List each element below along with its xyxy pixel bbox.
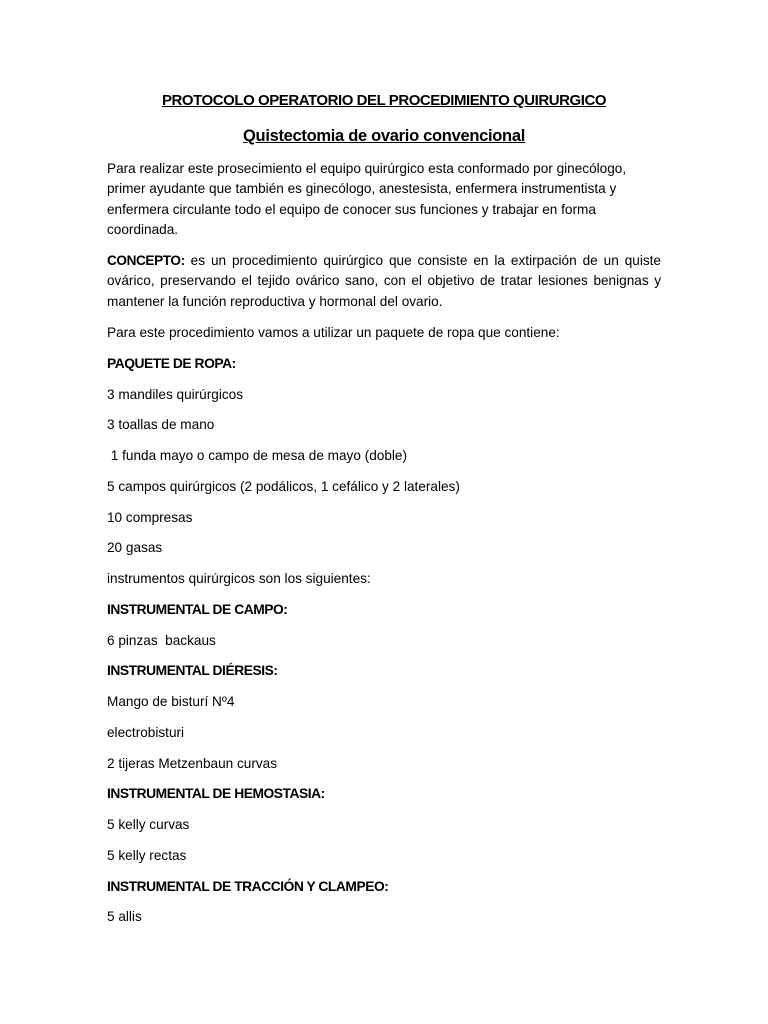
list-item: 5 campos quirúrgicos (2 podálicos, 1 cefálico y 2 laterales) xyxy=(107,479,460,494)
instruments-intro: instrumentos quirúrgicos son los siguientes: xyxy=(107,571,371,586)
concept-label: CONCEPTO: xyxy=(107,253,185,268)
concept-paragraph xyxy=(107,251,661,312)
list-item: 3 toallas de mano xyxy=(107,417,215,432)
list-item: 5 allis xyxy=(107,909,142,924)
section-heading-hemostasia: INSTRUMENTAL DE HEMOSTASIA: xyxy=(107,786,325,801)
concept-line: ovárico, preservando el tejido ovárico sano, con el objetivo de tratar lesiones benignas y xyxy=(107,273,661,289)
package-intro: Para este procedimiento vamos a utilizar un paquete de ropa que contiene: xyxy=(107,325,560,340)
list-item: 5 kelly rectas xyxy=(107,848,187,863)
intro-line: coordinada. xyxy=(107,221,179,237)
list-item: 2 tijeras Metzenbaun curvas xyxy=(107,756,278,771)
intro-line: primer ayudante que también es ginecólogo, anestesista, enfermera instrumentista y xyxy=(107,181,617,197)
list-item: 3 mandiles quirúrgicos xyxy=(107,387,244,402)
concept-text: es un procedimiento quirúrgico que consiste en la extirpación de un quiste xyxy=(184,253,661,268)
concept-line: mantener la función reproductiva y hormonal del ovario. xyxy=(107,293,443,309)
section-heading-campo: INSTRUMENTAL DE CAMPO: xyxy=(107,602,288,617)
section-heading-dieresis: INSTRUMENTAL DIÉRESIS: xyxy=(107,663,278,678)
list-item: 20 gasas xyxy=(107,540,163,555)
list-item: 6 pinzas backaus xyxy=(107,633,216,648)
list-item: electrobisturi xyxy=(107,725,185,740)
document-title: PROTOCOLO OPERATORIO DEL PROCEDIMIENTO QUIRURGICO xyxy=(161,92,607,109)
intro-paragraph xyxy=(107,159,661,240)
section-heading-traccion: INSTRUMENTAL DE TRACCIÓN Y CLAMPEO: xyxy=(107,879,389,894)
intro-line: Para realizar este prosecimiento el equipo quirúrgico esta conformado por ginecólogo, xyxy=(107,161,627,176)
list-item: 5 kelly curvas xyxy=(107,817,190,832)
intro-line: enfermera circulante todo el equipo de conocer sus funciones y trabajar en forma xyxy=(107,201,596,217)
document-subtitle: Quistectomia de ovario convencional xyxy=(243,127,525,145)
list-item: 1 funda mayo o campo de mesa de mayo (doble) xyxy=(107,448,407,463)
section-heading-ropa: PAQUETE DE ROPA: xyxy=(107,356,236,371)
concept-line xyxy=(107,251,661,271)
list-item: Mango de bisturí Nº4 xyxy=(107,694,235,709)
list-item: 10 compresas xyxy=(107,510,193,525)
document-page xyxy=(107,0,661,1024)
